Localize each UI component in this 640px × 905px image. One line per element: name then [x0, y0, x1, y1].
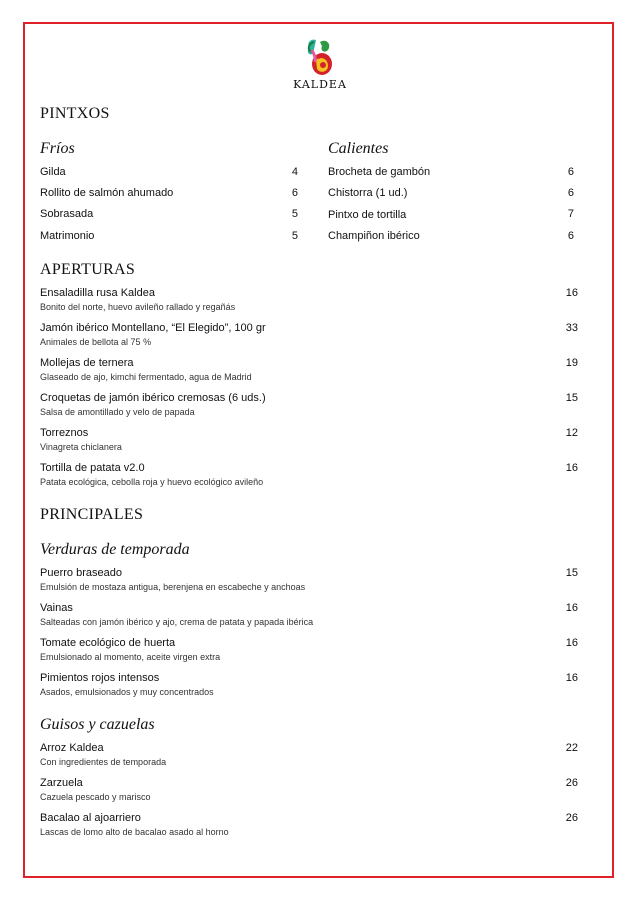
- item-description: Patata ecológica, cebolla roja y huevo ecológico avileño: [40, 477, 264, 487]
- menu-item: [40, 672, 214, 697]
- subsection-title-frios: Fríos: [40, 140, 75, 157]
- item-price: 7: [567, 208, 574, 220]
- menu-item: [328, 187, 407, 199]
- item-price: 6: [291, 187, 298, 199]
- item-price: 16: [565, 637, 578, 649]
- item-description: Glaseado de ajo, kimchi fermentado, agua de Madrid: [40, 372, 252, 382]
- menu-item: [40, 357, 252, 382]
- menu-item: [40, 166, 66, 178]
- menu-item: [40, 287, 235, 312]
- menu-item: [328, 166, 430, 178]
- item-price: 26: [565, 812, 578, 824]
- item-price: 15: [565, 567, 578, 579]
- item-description: Lascas de lomo alto de bacalao asado al horno: [40, 827, 229, 837]
- item-price: 6: [567, 230, 574, 242]
- item-price: 16: [565, 287, 578, 299]
- item-description: Salteadas con jamón ibérico y ajo, crema de patata y papada ibérica: [40, 617, 314, 627]
- menu-item: [40, 230, 94, 242]
- item-price: 19: [565, 357, 578, 369]
- subsection-title-verduras: Verduras de temporada: [40, 541, 190, 558]
- item-name: Rollito de salmón ahumado: [40, 187, 174, 199]
- item-name: Pimientos rojos intensos: [40, 672, 160, 684]
- item-name: Champiñon ibérico: [328, 230, 420, 242]
- item-description: Emulsión de mostaza antigua, berenjena en escabeche y anchoas: [40, 582, 306, 592]
- menu-item: [40, 637, 220, 662]
- menu-item: [40, 777, 151, 802]
- item-name: Ensaladilla rusa Kaldea: [40, 287, 155, 299]
- item-name: Pintxo de tortilla: [328, 209, 407, 221]
- item-description: Cazuela pescado y marisco: [40, 792, 151, 802]
- item-price: 16: [565, 602, 578, 614]
- section-title-principales: PRINCIPALES: [40, 506, 144, 523]
- section-title-pintxos: PINTXOS: [40, 105, 110, 122]
- subsection-title-guisos: Guisos y cazuelas: [40, 716, 155, 733]
- item-description: Animales de bellota al 75 %: [40, 337, 152, 347]
- item-description: Asados, emulsionados y muy concentrados: [40, 687, 214, 697]
- item-price: 16: [565, 672, 578, 684]
- item-name: Brocheta de gambón: [328, 166, 431, 178]
- item-name: Jamón ibérico Montellano, “El Elegido”, 100 gr: [40, 322, 266, 334]
- item-name: Tomate ecológico de huerta: [40, 637, 176, 649]
- item-name: Puerro braseado: [40, 567, 122, 579]
- item-name: Mollejas de ternera: [40, 357, 134, 369]
- item-description: Emulsionado al momento, aceite virgen extra: [40, 652, 221, 662]
- item-name: Bacalao al ajoarriero: [40, 812, 141, 824]
- item-name: Matrimonio: [40, 230, 95, 242]
- item-price: 22: [565, 742, 578, 754]
- section-title-aperturas: APERTURAS: [40, 261, 136, 278]
- item-price: 15: [565, 392, 578, 404]
- subsection-title-calientes: Calientes: [328, 140, 389, 157]
- menu-item: [40, 187, 173, 199]
- menu-item: [328, 230, 420, 242]
- item-name: Torreznos: [40, 427, 89, 439]
- item-price: 16: [565, 462, 578, 474]
- item-price: 4: [291, 166, 298, 178]
- item-description: Salsa de amontillado y velo de papada: [40, 407, 195, 417]
- menu-item: [40, 742, 166, 767]
- menu-item: [40, 427, 122, 452]
- menu-item: [40, 462, 263, 487]
- menu-item: [40, 812, 229, 837]
- item-price: 33: [565, 322, 578, 334]
- item-price: 26: [565, 777, 578, 789]
- item-description: Bonito del norte, huevo avileño rallado y regañás: [40, 302, 236, 312]
- menu-item: [328, 209, 406, 221]
- item-description: Con ingredientes de temporada: [40, 757, 167, 767]
- item-name: Sobrasada: [40, 208, 94, 220]
- menu-item: [40, 392, 266, 417]
- brand-name: KALDEA: [293, 78, 347, 91]
- item-name: Tortilla de patata v2.0: [40, 462, 145, 474]
- item-price: 6: [567, 166, 574, 178]
- item-name: Croquetas de jamón ibérico cremosas (6 uds.): [40, 392, 266, 404]
- item-name: Vainas: [40, 602, 73, 614]
- item-price: 5: [291, 230, 298, 242]
- item-name: Chistorra (1 ud.): [328, 187, 408, 199]
- menu-item: [40, 322, 266, 347]
- item-price: 6: [567, 187, 574, 199]
- item-name: Zarzuela: [40, 777, 83, 789]
- item-name: Gilda: [40, 166, 66, 178]
- item-name: Arroz Kaldea: [40, 742, 104, 754]
- menu-item: [40, 602, 313, 627]
- menu-item: [40, 208, 93, 220]
- logo-emblem-icon: [298, 36, 342, 78]
- menu-item: [40, 567, 305, 592]
- item-price: 5: [291, 208, 298, 220]
- item-description: Vinagreta chiclanera: [40, 442, 122, 452]
- item-price: 12: [565, 427, 578, 439]
- kaldea-logo: [0, 36, 640, 78]
